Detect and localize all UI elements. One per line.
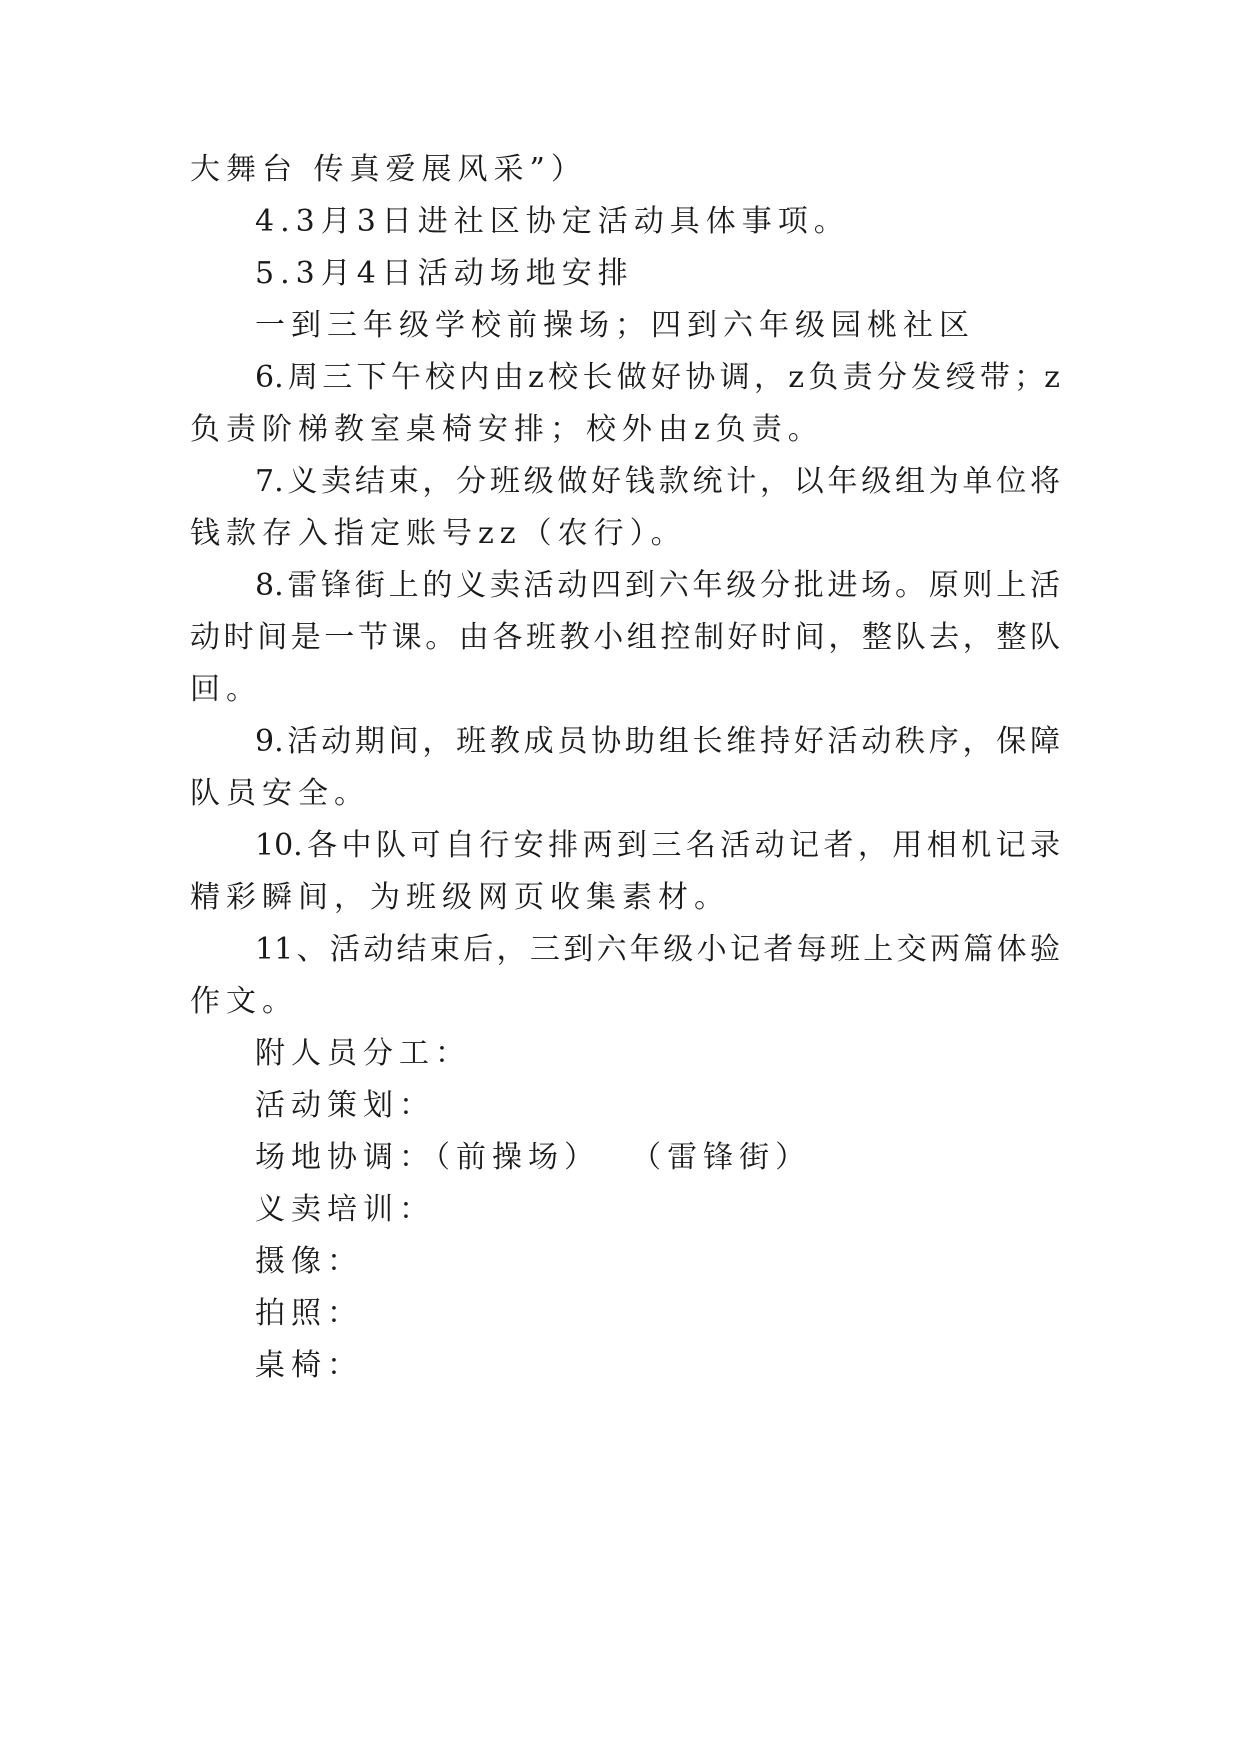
- text-line: 大舞台 传真爱展风采”）: [190, 152, 587, 187]
- text-line: 附人员分工：: [255, 1036, 471, 1071]
- text-line: 活动策划：: [255, 1088, 435, 1123]
- text-line: 11、活动结束后，三到六年级小记者每班上交两篇体验: [255, 932, 1060, 967]
- text-line: 动时间是一节课。由各班教小组控制好时间，整队去，整队: [190, 620, 1060, 655]
- text-line: 作文。: [190, 984, 298, 1019]
- text-line: 桌椅：: [255, 1348, 363, 1383]
- text-line: 义卖培训：: [255, 1192, 435, 1227]
- text-line: 4.3月3日进社区协定活动具体事项。: [255, 204, 850, 239]
- text-line: 9.活动期间，班教成员协助组长维持好活动秩序，保障: [255, 724, 1060, 759]
- text-line: 7.义卖结束，分班级做好钱款统计，以年级组为单位将: [255, 464, 1060, 499]
- text-line: 一到三年级学校前操场；四到六年级园桃社区: [255, 308, 975, 343]
- text-line: 拍照：: [255, 1296, 363, 1331]
- text-line: 8.雷锋街上的义卖活动四到六年级分批进场。原则上活: [255, 568, 1060, 603]
- text-line: 10.各中队可自行安排两到三名活动记者，用相机记录: [255, 828, 1060, 863]
- text-line: 负责阶梯教室桌椅安排；校外由z负责。: [190, 412, 824, 447]
- text-line: 6.周三下午校内由z校长做好协调，z负责分发绶带；z: [255, 360, 1060, 395]
- text-line: 摄像：: [255, 1244, 363, 1279]
- text-line: 5.3月4日活动场地安排: [255, 256, 634, 291]
- text-line: 场地协调：（前操场） （雷锋街）: [255, 1140, 812, 1175]
- text-line: 回。: [190, 672, 262, 707]
- text-line: 精彩瞬间，为班级网页收集素材。: [190, 880, 730, 915]
- text-line: 队员安全。: [190, 776, 370, 811]
- text-line: 钱款存入指定账号zz（农行）。: [190, 516, 687, 551]
